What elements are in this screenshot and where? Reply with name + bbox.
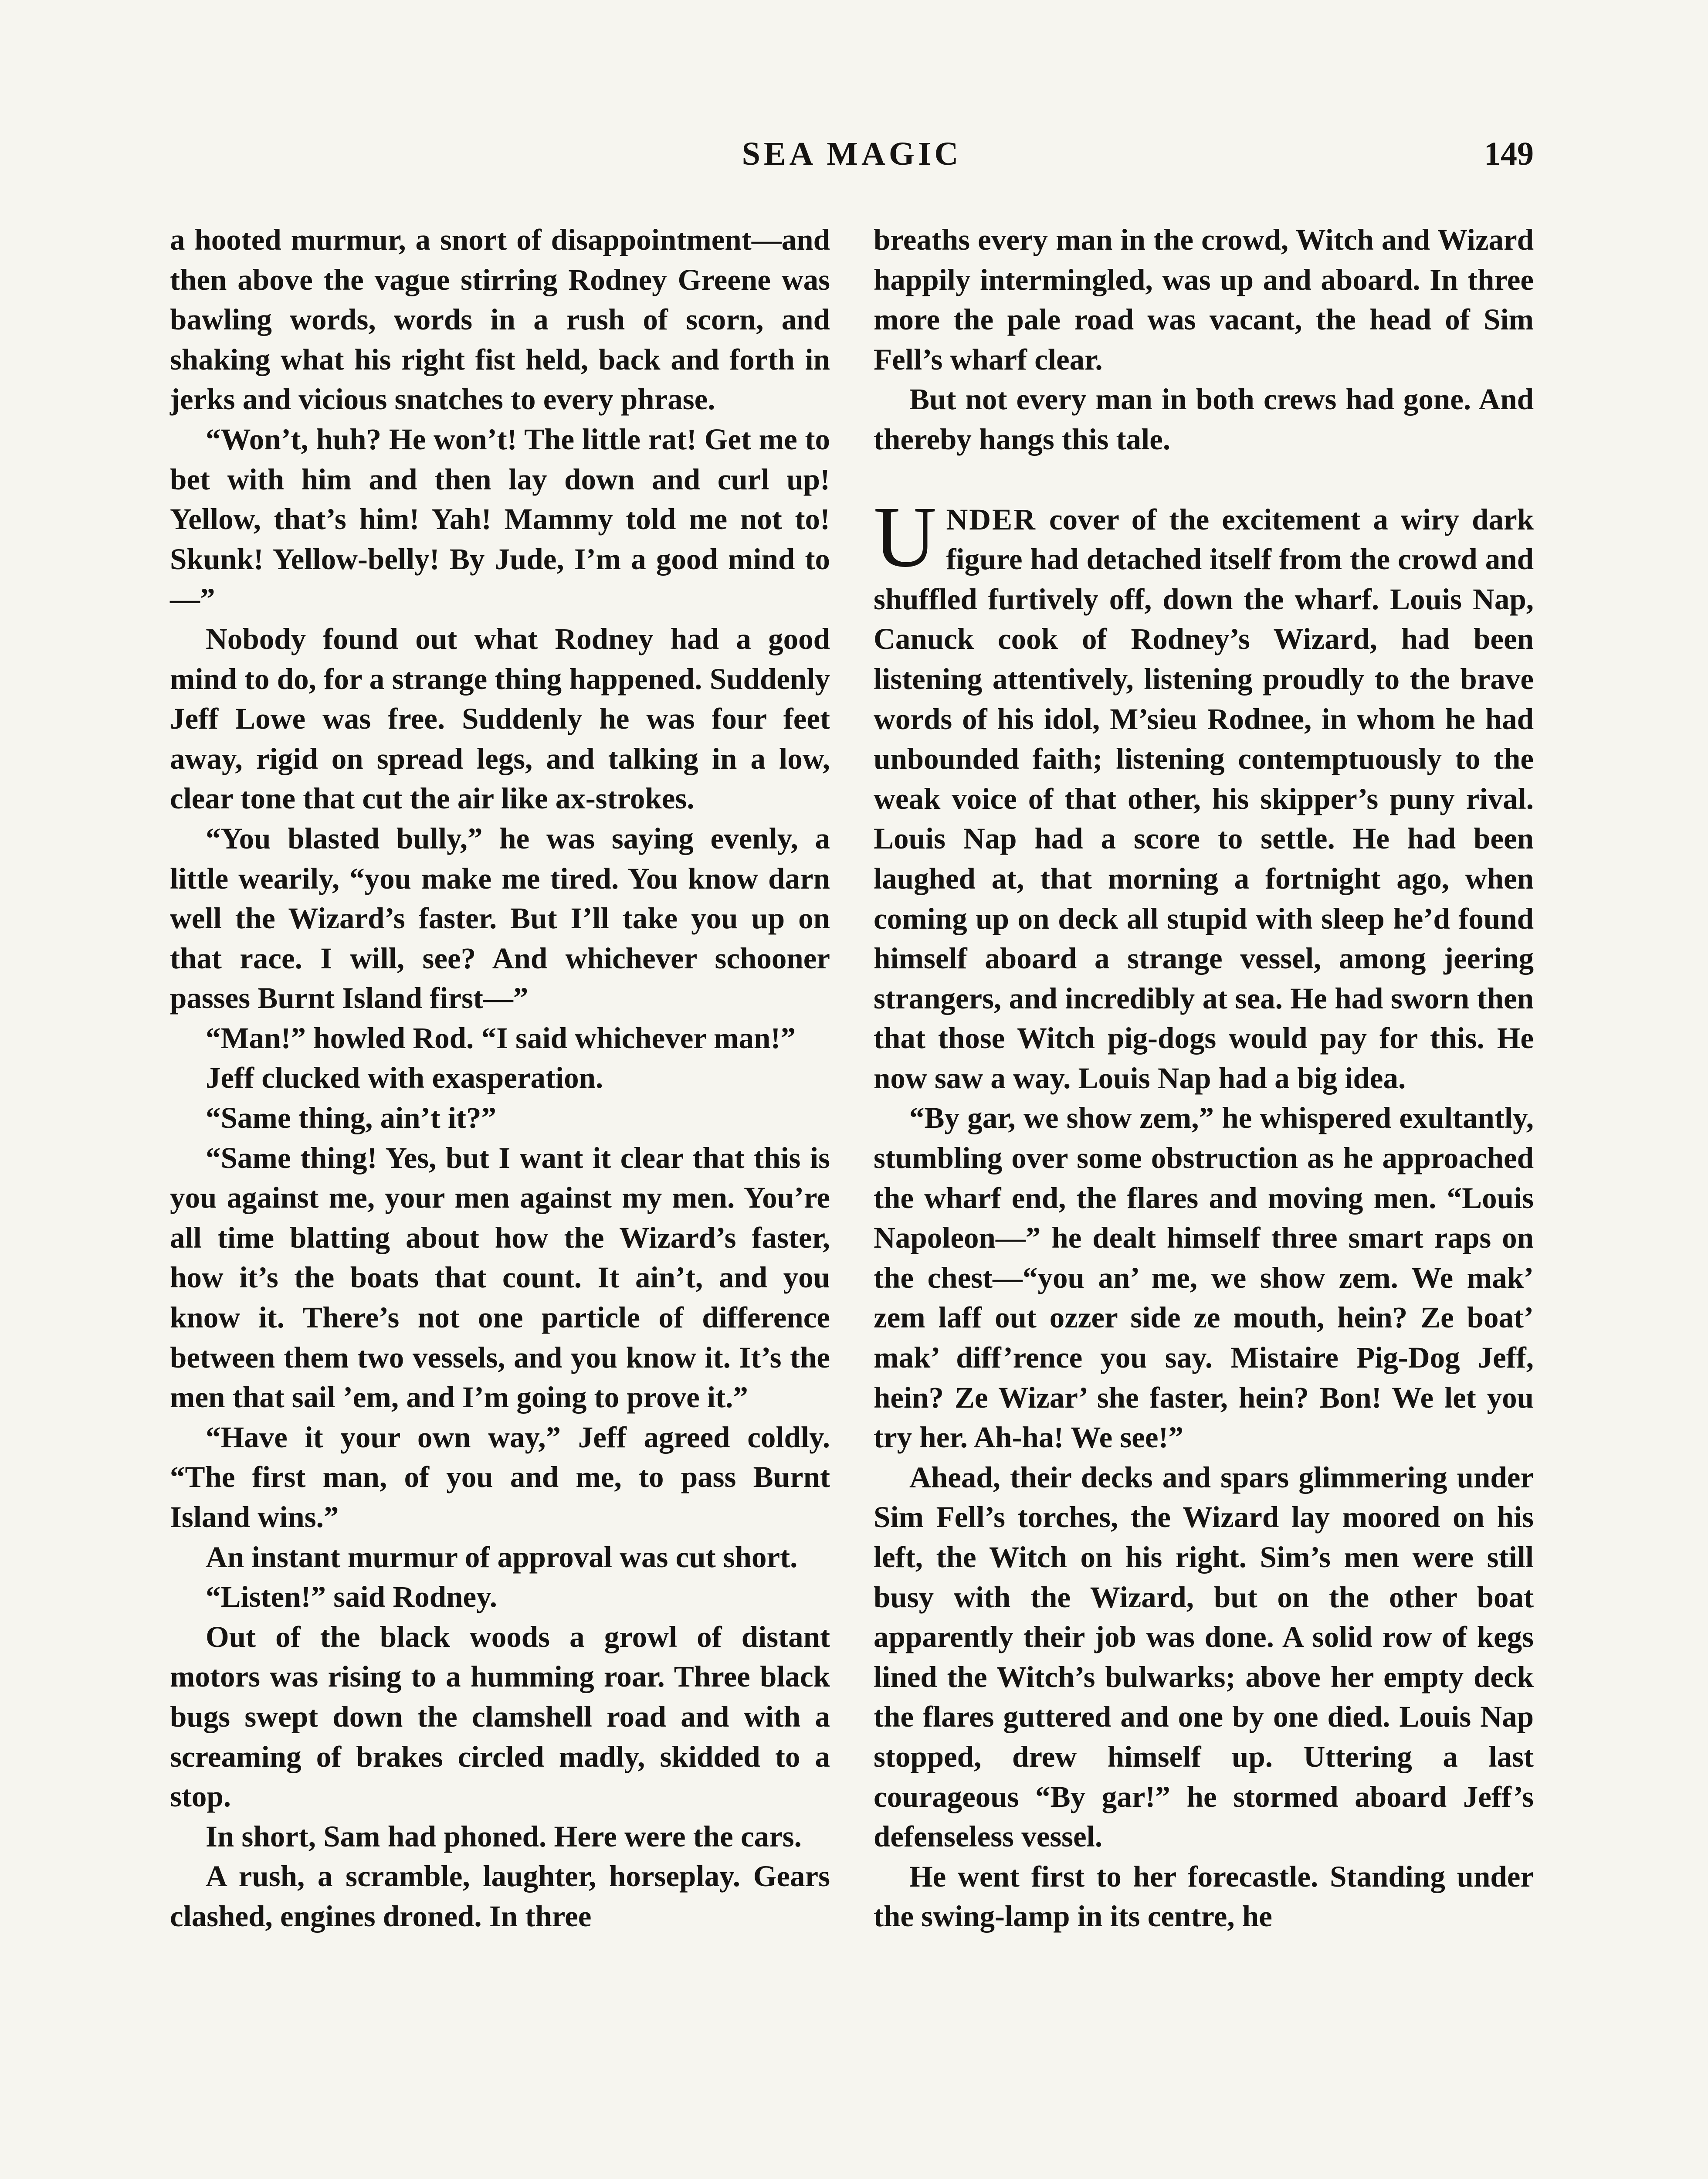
paragraph: He went first to her forecastle. Standing under the swing-lamp in its centre, he [874,1860,1534,1933]
running-header [170,131,1534,187]
paragraph: a hooted murmur, a snort of disappointment—and then above the vague stirring Rodney Greene was bawling words, words in a rush of scorn, and shaking what his right fist held, back and forth in jerks and vicious snatches to every phrase. [170,223,830,416]
paragraph: “Same thing, ain’t it?” [206,1101,497,1135]
page-number: 149 [1484,136,1534,172]
paragraph: Nobody found out what Rodney had a good mind to do, for a strange thing happened. Suddenly Jeff Lowe was free. Suddenly he was four feet away, rigid on spread legs, and talking in a low, clear tone that cut the air like ax-strokes. [170,622,830,815]
drop-cap: U [874,489,937,585]
paragraph: “Listen!” said Rodney. [206,1580,498,1614]
right-column [874,220,1534,1937]
paragraph: “Won’t, huh? He won’t! The little rat! Get me to bet with him and then lay down and curl up! Yellow, that’s him! Yah! Mammy told me not to! Skunk! Yellow-belly! By Jude, I’m a good mind to—” [170,422,830,616]
paragraph: In short, Sam had phoned. Here were the cars. [206,1819,802,1853]
section-opening-caps: NDER [946,502,1037,536]
paragraph: But not every man in both crews had gone. And thereby hangs this tale. [874,383,1534,456]
paragraph: “Man!” howled Rod. “I said whichever man!” [206,1021,796,1055]
left-column [170,220,830,1937]
paragraph: An instant murmur of approval was cut short. [206,1540,798,1574]
paragraph: Jeff clucked with exasperation. [206,1061,603,1095]
paragraph: “Have it your own way,” Jeff agreed coldly. “The first man, of you and me, to pass Burnt Island wins.” [170,1420,830,1534]
paragraph: A rush, a scramble, laughter, horseplay. Gears clashed, engines droned. In three [170,1860,830,1933]
paragraph: breaths every man in the crowd, Witch and Wizard happily intermingled, was up and aboard. In three more the pale road was vacant, the head of Sim Fell’s wharf clear. [874,223,1534,376]
running-title: SEA MAGIC [742,136,962,172]
paragraph: Ahead, their decks and spars glimmering under Sim Fell’s torches, the Wizard lay moored on his left, the Witch on his right. Sim’s men were still busy with the Wizard, but on the other boat apparently their job was done. A solid row of kegs lined the Witch’s bulwarks; above her empty deck the flares guttered and one by one died. Louis Nap stopped, drew himself up. Uttering a last courageous “By gar!” he stormed aboard Jeff’s defenseless vessel. [874,1460,1534,1853]
section-opening-paragraph [874,489,1534,1099]
paragraph: “By gar, we show zem,” he whispered exultantly, stumbling over some obstruction as he approached the wharf end, the flares and moving men. “Louis Napoleon—” he dealt himself three smart raps on the chest—“you an’ me, we show zem. We mak’ zem laff out ozzer side ze mouth, hein? Ze boat’ mak’ diff’rence you say. Mistaire Pig-Dog Jeff, hein? Ze Wizar’ she faster, hein? Bon! We let you try her. Ah-ha! We see!” [874,1101,1534,1454]
section-opening-text: cover of the excitement a wiry dark figure had detached itself from the crowd and shuffled furtively off, down the wharf. Louis Nap, Canuck cook of Rodney’s Wizard, had been listening attentively, listening proudly to the brave words of his idol, M’sieu Rodnee, in whom he had unbounded faith; listening contemptuously to the weak voice of that other, his skipper’s puny rival. Louis Nap had a score to settle. He had been laughed at, that morning a fortnight ago, when coming up on deck all stupid with sleep he’d found himself aboard a strange vessel, among jeering strangers, and incredibly at sea. He had sworn then that those Witch pig-dogs would pay for this. He now saw a way. Louis Nap had a big idea. [874,502,1534,1095]
paragraph: “Same thing! Yes, but I want it clear that this is you against me, your men against my men. You’re all time blatting about how the Wizard’s faster, how it’s the boats that count. It ain’t, and you know it. There’s not one particle of difference between them two vessels, and you know it. It’s the men that sail ’em, and I’m going to prove it.” [170,1141,830,1414]
paragraph: Out of the black woods a growl of distant motors was rising to a humming roar. Three black bugs swept down the clamshell road and with a screaming of brakes circled madly, skidded to a stop. [170,1620,830,1813]
paragraph: “You blasted bully,” he was saying evenly, a little wearily, “you make me tired. You know darn well the Wizard’s faster. But I’ll take you up on that race. I will, see? And whichever schooner passes Burnt Island first—” [170,821,830,1015]
